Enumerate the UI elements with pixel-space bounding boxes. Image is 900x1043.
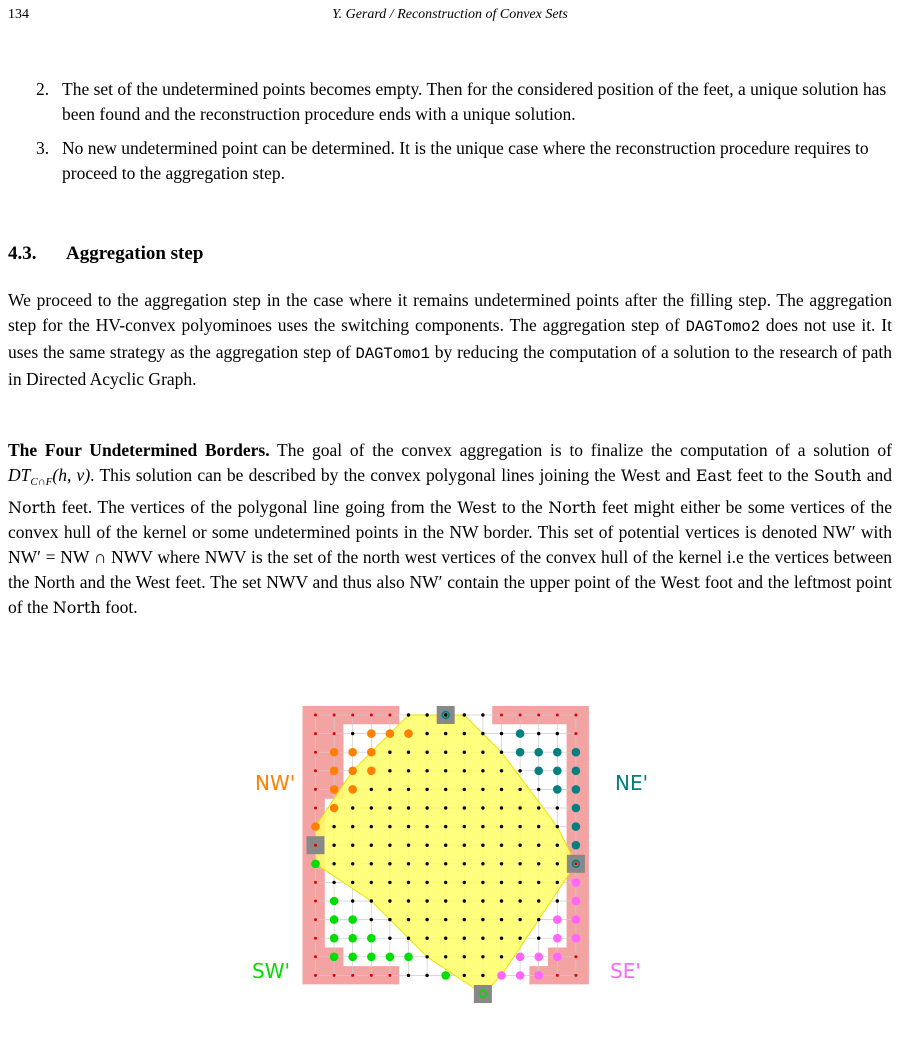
term-west: West <box>457 498 497 517</box>
paragraph-four-borders <box>8 438 892 620</box>
outside-point <box>574 974 577 977</box>
kernel-point <box>463 862 466 865</box>
kernel-point <box>537 825 540 828</box>
kernel-point <box>481 862 484 865</box>
ne-point <box>572 804 581 813</box>
kernel-point <box>481 955 484 958</box>
term-west: West <box>620 466 661 485</box>
ne-point <box>572 748 581 757</box>
nw-point <box>330 785 339 794</box>
text-run: and <box>861 465 892 485</box>
kernel-point <box>407 825 410 828</box>
outside-point <box>314 714 317 717</box>
nw-point <box>367 767 376 776</box>
kernel-point <box>481 769 484 772</box>
kernel-point <box>407 899 410 902</box>
outside-point <box>574 732 577 735</box>
kernel-point <box>463 937 466 940</box>
kernel-point <box>481 825 484 828</box>
kernel-point <box>481 844 484 847</box>
text-run: foot and the leftmost point of the <box>8 572 893 617</box>
code-dagtomo1: DAGTomo1 <box>355 345 430 363</box>
paragraph-heading: The Four Undetermined Borders. <box>8 440 270 460</box>
kernel-point <box>388 862 391 865</box>
kernel-point <box>463 732 466 735</box>
kernel-point <box>481 788 484 791</box>
text-run: does not use it. It uses the same strategy as the aggregation step of <box>8 315 892 362</box>
kernel-point <box>332 881 335 884</box>
sw-label: SW' <box>252 959 290 983</box>
kernel-point <box>537 806 540 809</box>
math-symbol: DT <box>8 465 31 485</box>
kernel-point <box>370 899 373 902</box>
outside-point <box>500 714 503 717</box>
kernel-point <box>444 806 447 809</box>
kernel-point <box>463 769 466 772</box>
kernel-point <box>518 899 521 902</box>
nw-point <box>367 748 376 757</box>
kernel-point <box>481 751 484 754</box>
outside-point <box>314 769 317 772</box>
math-subscript: C∩F <box>30 476 53 488</box>
kernel-point <box>556 732 559 735</box>
kernel-point <box>463 825 466 828</box>
nw-label: NW' <box>255 771 296 795</box>
se-point <box>497 971 506 980</box>
ne-point <box>553 785 562 794</box>
kernel-point <box>463 974 466 977</box>
kernel-point <box>500 899 503 902</box>
outside-point <box>537 714 540 717</box>
kernel-point <box>500 732 503 735</box>
kernel-point <box>407 806 410 809</box>
kernel-point <box>425 955 428 958</box>
se-point <box>553 915 562 924</box>
text-run: . This solution can be described by the convex polygonal lines joining the <box>90 465 621 485</box>
page-header <box>8 7 892 27</box>
se-point <box>553 934 562 943</box>
outside-point <box>351 714 354 717</box>
kernel-point <box>537 918 540 921</box>
kernel-point <box>463 844 466 847</box>
kernel-point <box>463 788 466 791</box>
sw-point <box>348 953 357 962</box>
nw-point <box>367 729 376 738</box>
sw-point <box>330 915 339 924</box>
kernel-point <box>481 937 484 940</box>
kernel-point <box>481 881 484 884</box>
se-point <box>516 971 525 980</box>
term-west: West <box>660 573 700 592</box>
kernel-point <box>463 713 466 716</box>
ne-point <box>572 822 581 831</box>
section-heading <box>8 243 203 265</box>
se-point <box>572 915 581 924</box>
kernel-point <box>444 918 447 921</box>
kernel-point <box>444 955 447 958</box>
kernel-point <box>425 881 428 884</box>
kernel-point <box>351 825 354 828</box>
nw-point <box>311 822 320 831</box>
numbered-list <box>36 77 896 186</box>
kernel-point <box>537 899 540 902</box>
ne-point <box>572 767 581 776</box>
kernel-point <box>537 881 540 884</box>
code-dagtomo2: DAGTomo2 <box>685 318 761 336</box>
kernel-point <box>518 825 521 828</box>
list-item <box>36 77 896 127</box>
kernel-point <box>370 788 373 791</box>
outside-point <box>351 974 354 977</box>
list-item-number: 3. <box>36 138 50 158</box>
kernel-point <box>537 844 540 847</box>
outside-point <box>556 714 559 717</box>
kernel-point <box>388 806 391 809</box>
kernel-point <box>556 825 559 828</box>
kernel-point <box>518 769 521 772</box>
sw-point <box>330 953 339 962</box>
kernel-point <box>518 788 521 791</box>
sw-point <box>367 934 376 943</box>
list-item-text: No new undetermined point can be determined. It is the unique case where the reconstruction procedure requires to proceed to the aggregation step. <box>62 138 869 183</box>
ne-point <box>572 841 581 850</box>
kernel-point <box>556 844 559 847</box>
se-point <box>572 878 581 887</box>
kernel-point <box>425 788 428 791</box>
kernel-point <box>500 844 503 847</box>
outside-point <box>333 974 336 977</box>
kernel-point <box>444 899 447 902</box>
kernel-point <box>537 937 540 940</box>
kernel-point <box>332 825 335 828</box>
list-item <box>36 136 896 186</box>
kernel-point <box>388 788 391 791</box>
section-title: Aggregation step <box>66 243 204 264</box>
outside-point <box>370 974 373 977</box>
kernel-point <box>425 732 428 735</box>
math-dt <box>8 465 91 488</box>
kernel-point <box>351 732 354 735</box>
kernel-point <box>351 881 354 884</box>
kernel-point <box>370 862 373 865</box>
kernel-point <box>425 806 428 809</box>
page-number: 134 <box>8 7 29 22</box>
kernel-point <box>444 713 447 716</box>
kernel-point <box>351 844 354 847</box>
kernel-point <box>444 844 447 847</box>
ne-point <box>534 767 543 776</box>
kernel-point <box>425 844 428 847</box>
nw-point <box>330 804 339 813</box>
outside-point <box>314 844 317 847</box>
outside-point <box>314 974 317 977</box>
kernel-point <box>500 751 503 754</box>
outside-point <box>314 807 317 810</box>
kernel-point <box>407 769 410 772</box>
sw-point <box>441 971 450 980</box>
list-item-number: 2. <box>36 79 50 99</box>
kernel-point <box>481 732 484 735</box>
kernel-point <box>537 732 540 735</box>
kernel-point <box>388 899 391 902</box>
kernel-point <box>407 862 410 865</box>
kernel-point <box>407 844 410 847</box>
kernel-point <box>351 806 354 809</box>
south-foot <box>474 985 492 1003</box>
kernel-point <box>556 881 559 884</box>
kernel-point <box>481 713 484 716</box>
term-south: South <box>813 466 862 485</box>
se-point <box>572 934 581 943</box>
text-run: to the <box>496 497 549 517</box>
list-item-text: The set of the undetermined points becomes empty. Then for the considered position of the feet, a unique solution has been found and the reconstruction procedure ends with a unique solution. <box>62 79 887 124</box>
outside-point <box>519 714 522 717</box>
sw-point <box>330 897 339 906</box>
kernel-point <box>500 806 503 809</box>
kernel-point <box>463 918 466 921</box>
ne-point <box>516 748 525 757</box>
se-point <box>534 971 543 980</box>
outside-point <box>314 918 317 921</box>
kernel-point <box>425 937 428 940</box>
sw-point <box>386 953 395 962</box>
kernel-point <box>518 862 521 865</box>
kernel-point <box>425 769 428 772</box>
kernel-point <box>388 844 391 847</box>
kernel-point <box>463 899 466 902</box>
kernel-point <box>556 862 559 865</box>
kernel-point <box>407 974 410 977</box>
kernel-point <box>425 974 428 977</box>
text-run: foot. <box>100 597 138 617</box>
kernel-point <box>370 918 373 921</box>
paragraph-aggregation <box>8 288 892 392</box>
kernel-point <box>444 937 447 940</box>
kernel-point <box>481 974 484 977</box>
section-number: 4.3. <box>8 243 37 264</box>
kernel-point <box>518 918 521 921</box>
kernel-point <box>481 806 484 809</box>
outside-point <box>574 862 577 865</box>
text-run: We proceed to the aggregation step in the case where it remains undetermined points after the filling step. The aggregation step for the HV-convex polyominoes uses the switching components. The aggregation step of <box>8 290 892 335</box>
nw-point <box>348 767 357 776</box>
kernel-point <box>500 769 503 772</box>
se-point <box>534 953 543 962</box>
ne-point <box>516 729 525 738</box>
running-title: Y. Gerard / Reconstruction of Convex Sets <box>332 7 568 22</box>
outside-point <box>388 714 391 717</box>
kernel-point <box>351 862 354 865</box>
kernel-point <box>537 788 540 791</box>
kernel-point <box>556 899 559 902</box>
math-args: (h, v) <box>52 465 91 485</box>
ne-label: NE' <box>615 771 649 795</box>
text-run: The goal of the convex aggregation is to finalize the computation of a solution of <box>269 440 892 460</box>
se-point <box>516 953 525 962</box>
kernel-point <box>463 881 466 884</box>
kernel-point <box>444 825 447 828</box>
outside-point <box>314 900 317 903</box>
ne-point <box>553 748 562 757</box>
kernel-point <box>370 844 373 847</box>
kernel-point <box>407 937 410 940</box>
sw-point <box>348 915 357 924</box>
ne-point <box>553 767 562 776</box>
nw-point <box>386 729 395 738</box>
text-run: and <box>660 465 696 485</box>
kernel-point <box>370 825 373 828</box>
kernel-point <box>481 918 484 921</box>
kernel-point <box>407 788 410 791</box>
text-run: by reducing the computation of a solution to the research of path in Directed Acyclic Graph. <box>8 342 892 389</box>
kernel-point <box>332 844 335 847</box>
kernel-point <box>388 937 391 940</box>
kernel-point <box>425 899 428 902</box>
kernel-point <box>481 899 484 902</box>
kernel-point <box>500 918 503 921</box>
kernel-point <box>388 769 391 772</box>
kernel-point <box>407 713 410 716</box>
kernel-point <box>444 732 447 735</box>
sw-point <box>404 953 413 962</box>
nw-point <box>348 748 357 757</box>
outside-point <box>388 974 391 977</box>
se-point <box>553 953 562 962</box>
outside-point <box>333 732 336 735</box>
kernel-point <box>425 918 428 921</box>
term-east: East <box>695 466 732 485</box>
kernel-point <box>444 751 447 754</box>
kernel-point <box>518 937 521 940</box>
kernel-point <box>444 769 447 772</box>
sw-point <box>348 934 357 943</box>
text-run: feet to the <box>731 465 814 485</box>
kernel-point <box>351 899 354 902</box>
kernel-point <box>537 862 540 865</box>
ne-point <box>534 748 543 757</box>
kernel-point <box>463 955 466 958</box>
outside-point <box>314 955 317 958</box>
kernel-point <box>370 881 373 884</box>
nw-point <box>404 729 413 738</box>
kernel-point <box>518 806 521 809</box>
kernel-point <box>463 751 466 754</box>
kernel-point <box>500 862 503 865</box>
outside-point <box>314 881 317 884</box>
text-run: feet. The vertices of the polygonal line going from the <box>56 497 458 517</box>
kernel-point <box>407 751 410 754</box>
sw-point <box>311 860 320 869</box>
kernel-point <box>388 751 391 754</box>
kernel-point <box>500 825 503 828</box>
kernel-point <box>444 862 447 865</box>
kernel-point <box>444 881 447 884</box>
outside-point <box>574 955 577 958</box>
kernel-point <box>370 806 373 809</box>
ne-point <box>572 785 581 794</box>
nw-point <box>330 767 339 776</box>
kernel-point <box>500 937 503 940</box>
kernel-point <box>425 825 428 828</box>
outside-point <box>370 714 373 717</box>
kernel-point <box>500 955 503 958</box>
outside-point <box>556 974 559 977</box>
outside-point <box>314 788 317 791</box>
kernel-point <box>407 918 410 921</box>
outside-point <box>333 714 336 717</box>
kernel-point <box>388 881 391 884</box>
kernel-point <box>500 788 503 791</box>
outside-point <box>314 751 317 754</box>
kernel-point <box>518 844 521 847</box>
term-north: North <box>52 598 101 617</box>
kernel-point <box>388 825 391 828</box>
kernel-point <box>500 881 503 884</box>
kernel-point <box>518 881 521 884</box>
term-north: North <box>548 498 597 517</box>
kernel-point <box>463 806 466 809</box>
nw-point <box>348 785 357 794</box>
kernel-point <box>332 862 335 865</box>
outside-point <box>574 714 577 717</box>
kernel-point <box>425 862 428 865</box>
outside-point <box>314 732 317 735</box>
kernel-point <box>444 788 447 791</box>
nw-point <box>330 748 339 757</box>
outside-point <box>314 937 317 940</box>
sw-point <box>367 953 376 962</box>
kernel-point <box>425 751 428 754</box>
kernel-point <box>425 713 428 716</box>
kernel-point <box>388 918 391 921</box>
se-label: SE' <box>610 959 641 983</box>
kernel-point <box>556 806 559 809</box>
figure-convex-borders <box>200 700 700 1040</box>
kernel-point <box>407 881 410 884</box>
term-north: North <box>8 498 57 517</box>
se-point <box>572 897 581 906</box>
sw-point <box>330 934 339 943</box>
text-run: feet might either be some vertices of the convex hull of the kernel or some undetermined points in the NW border. This set of potential vertices is denoted NW′ with NW′ = NW ∩ NWV where NWV is the set of the north west vertices of the convex hull of the kernel i.e the vertices between the North and the West feet. The set NWV and thus also NW′ contain the upper point of the <box>8 497 892 592</box>
